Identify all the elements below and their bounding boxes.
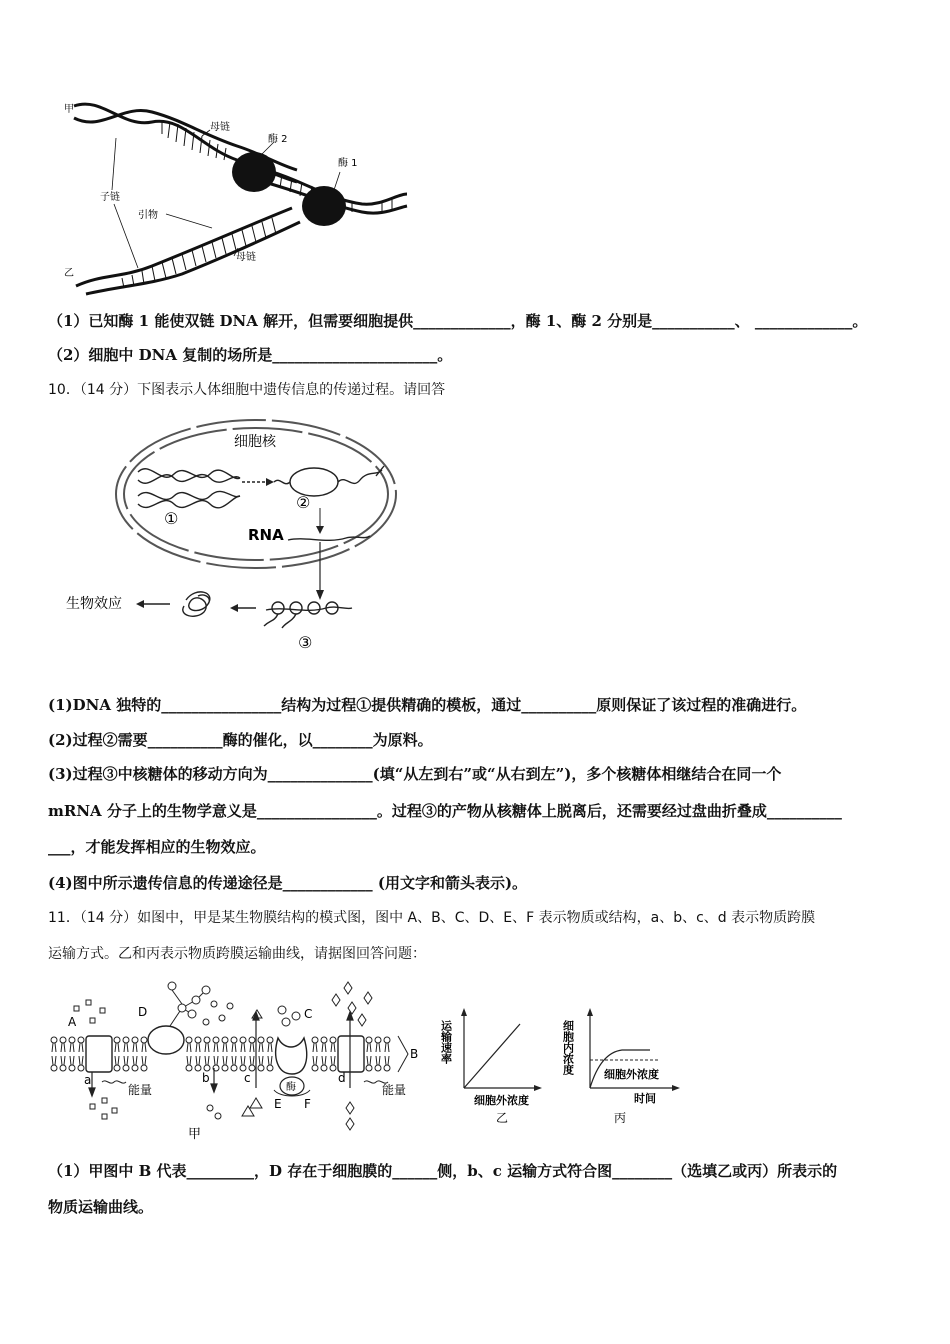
graph-yi-line [464, 1024, 520, 1088]
lipid-head [195, 1065, 201, 1071]
lipid-head [123, 1065, 129, 1071]
q10-stem [48, 378, 445, 401]
label-a: a [84, 1073, 92, 1087]
lipid-head [141, 1065, 147, 1071]
glycoprotein-d [148, 1026, 184, 1054]
q10-part3-line2: mRNA 分子上的生物学意义是________________。过程③的产物从核糖体上脱离后，还需要经过盘曲折叠成__________ [48, 802, 842, 820]
label-enzyme: 酶 [286, 1082, 296, 1093]
label-mother-chain-bottom: 母链 [236, 252, 256, 263]
lipid-tail [241, 1056, 245, 1065]
lipid-tail [205, 1056, 209, 1065]
lipid-tail [196, 1043, 200, 1052]
lipid-head [132, 1065, 138, 1071]
lipid-head [249, 1037, 255, 1043]
graph-yi-caption: 乙 [496, 1111, 509, 1125]
label-jia: 甲 [64, 104, 74, 115]
lipid-tail [223, 1056, 227, 1065]
label-b: b [202, 1071, 210, 1085]
lipid-head [384, 1037, 390, 1043]
label-primer: 引物 [138, 210, 158, 221]
label-daughter-chain: 子链 [100, 192, 120, 203]
lipid-tail [313, 1043, 317, 1052]
lipid-head [267, 1037, 273, 1043]
q11-stem-line2-text: 运输方式。乙和丙表示物质跨膜运输曲线，请据图回答问题： [48, 946, 426, 962]
lipid-head [204, 1037, 210, 1043]
lipid-tail [268, 1043, 272, 1052]
carrier-protein-d [338, 1036, 364, 1072]
graph-bing-dashed-label: 细胞外浓度 [604, 1068, 659, 1081]
q11-stem-line2 [48, 942, 426, 965]
caption-jia: 甲 [188, 1127, 202, 1142]
lipid-tail [115, 1056, 119, 1065]
lipid-tail [250, 1056, 254, 1065]
lipid-tail [214, 1056, 218, 1065]
lipid-tail [259, 1043, 263, 1052]
lipid-head [114, 1065, 120, 1071]
channel-protein-a [86, 1036, 112, 1072]
lipid-head [330, 1065, 336, 1071]
lipid-tail [241, 1043, 245, 1052]
lipid-tail [232, 1043, 236, 1052]
lipid-head [60, 1037, 66, 1043]
lipid-head [78, 1065, 84, 1071]
lipid-head [213, 1037, 219, 1043]
lipid-head [222, 1065, 228, 1071]
lipid-tail [385, 1043, 389, 1052]
lipid-tail [124, 1056, 128, 1065]
label-F: F [304, 1097, 311, 1111]
lipid-tail [376, 1056, 380, 1065]
lipid-head [384, 1065, 390, 1071]
lipid-tail [70, 1043, 74, 1052]
lipid-head [60, 1065, 66, 1071]
lipid-tail [322, 1043, 326, 1052]
lipid-tail [367, 1043, 371, 1052]
lipid-tail [187, 1056, 191, 1065]
lipid-head [321, 1037, 327, 1043]
dna-helix-step1 [138, 469, 240, 508]
lipid-tail [196, 1056, 200, 1065]
graph-bing [561, 1008, 706, 1128]
q11-part1-line1: （1）甲图中 B 代表_________，D 存在于细胞膜的______侧，b、c 运输方式符合图________（选填乙或丙）所表示的 [48, 1162, 838, 1180]
lipid-head [51, 1065, 57, 1071]
gene-expression-figure [66, 416, 406, 656]
lipid-head [186, 1065, 192, 1071]
lipid-tail [79, 1043, 83, 1052]
lipid-head [69, 1065, 75, 1071]
lipid-tail [52, 1043, 56, 1052]
step1-label: ① [164, 509, 179, 528]
label-enzyme2: 酶 2 [268, 134, 288, 145]
lipid-head [132, 1037, 138, 1043]
lipid-tail [385, 1056, 389, 1065]
dna-replication-figure [62, 98, 412, 293]
lipid-head [258, 1065, 264, 1071]
lipid-head [141, 1037, 147, 1043]
lipid-head [240, 1037, 246, 1043]
step3-label: ③ [298, 633, 313, 652]
lipid-head [123, 1037, 129, 1043]
lipid-head [78, 1037, 84, 1043]
lipid-tail [133, 1043, 137, 1052]
lipid-head [312, 1065, 318, 1071]
lipid-head [267, 1065, 273, 1071]
polysome [264, 602, 352, 628]
nucleus-label: 细胞核 [234, 434, 276, 450]
label-C: C [304, 1007, 313, 1021]
lipid-tail [232, 1056, 236, 1065]
enzyme2-blob [232, 152, 276, 192]
lipid-tail [142, 1056, 146, 1065]
lipid-head [195, 1037, 201, 1043]
lipid-head [321, 1065, 327, 1071]
label-energy2: 能量 [382, 1083, 407, 1097]
label-energy1: 能量 [128, 1083, 153, 1097]
lipid-tail [61, 1056, 65, 1065]
lipid-tail [376, 1043, 380, 1052]
label-B: B [410, 1047, 419, 1061]
q10-part4: (4)图中所示遗传信息的传递途径是____________ (用文字和箭头表示)。 [48, 874, 528, 892]
enzyme1-blob [302, 186, 346, 226]
lipid-tail [61, 1043, 65, 1052]
graph-bing-xlabel: 时间 [634, 1092, 656, 1105]
lipid-tail [223, 1043, 227, 1052]
q11-part1-line2: 物质运输曲线。 [48, 1198, 154, 1216]
lipid-head [375, 1065, 381, 1071]
lipid-head [69, 1037, 75, 1043]
lipid-head [231, 1037, 237, 1043]
lipid-tail [367, 1056, 371, 1065]
lipid-head [222, 1037, 228, 1043]
label-A: A [68, 1015, 77, 1029]
label-D: D [138, 1005, 148, 1019]
lipid-tail [79, 1056, 83, 1065]
lipid-head [186, 1037, 192, 1043]
lipid-tail [205, 1043, 209, 1052]
q9-part1: （1）已知酶 1 能使双链 DNA 解开，但需要细胞提供_____________，酶 1、酶 2 分别是___________、 _____________。 [48, 312, 868, 330]
lipid-tail [70, 1056, 74, 1065]
q9-part2: （2）细胞中 DNA 复制的场所是______________________。 [48, 346, 453, 364]
graph-bing-ylabel: 细胞内浓度 [561, 1020, 575, 1075]
graph-yi-ylabel: 运输速率 [439, 1020, 453, 1064]
q10-part3-line1: (3)过程③中核糖体的移动方向为______________(填“从左到右”或“从右到左”)，多个核糖体相继结合在同一个 [48, 765, 782, 783]
lipid-tail [268, 1056, 272, 1065]
lipid-head [231, 1065, 237, 1071]
lipid-head [51, 1037, 57, 1043]
folded-protein [183, 592, 210, 616]
graph-yi-xlabel: 细胞外浓度 [474, 1094, 529, 1107]
lipid-head [258, 1037, 264, 1043]
q10-part1: (1)DNA 独特的________________结构为过程①提供精确的模板，通过__________原则保证了该过程的准确进行。 [48, 696, 807, 714]
effect-label: 生物效应 [66, 596, 122, 612]
q11-stem-line1-text: 11．（14 分）如图中，甲是某生物膜结构的模式图，图中 A、B、C、D、E、F 表示物质或结构，a、b、c、d 表示物质跨膜 [48, 910, 816, 926]
lipid-head [375, 1037, 381, 1043]
transcription-bubble [274, 466, 384, 496]
q10-part3-line3: ___，才能发挥相应的生物效应。 [48, 838, 266, 856]
rna-label: RNA [248, 526, 284, 544]
label-yi: 乙 [64, 268, 74, 279]
lipid-head [366, 1037, 372, 1043]
lipid-tail [331, 1056, 335, 1065]
lipid-tail [115, 1043, 119, 1052]
lipid-tail [322, 1056, 326, 1065]
lipid-tail [187, 1043, 191, 1052]
step2-label: ② [296, 493, 311, 512]
label-c: c [244, 1071, 251, 1085]
label-E: E [274, 1097, 282, 1111]
lipid-tail [331, 1043, 335, 1052]
q10-stem-text: 10．（14 分）下图表示人体细胞中遗传信息的传递过程。请回答 [48, 382, 446, 398]
carrier-protein-enzyme [276, 1038, 307, 1074]
q11-stem-line1 [48, 906, 815, 929]
label-enzyme1: 酶 1 [338, 158, 358, 169]
label-d: d [338, 1071, 346, 1085]
membrane-figure [46, 978, 426, 1144]
lipid-head [366, 1065, 372, 1071]
lipid-tail [52, 1056, 56, 1065]
lipid-head [330, 1037, 336, 1043]
lipid-head [114, 1037, 120, 1043]
particles-outside [74, 982, 372, 1026]
lipid-head [312, 1037, 318, 1043]
label-mother-chain-top: 母链 [210, 122, 230, 133]
graph-bing-caption: 丙 [614, 1111, 627, 1125]
lipid-tail [133, 1056, 137, 1065]
lipid-tail [313, 1056, 317, 1065]
lipid-tail [259, 1056, 263, 1065]
lipid-tail [124, 1043, 128, 1052]
lipid-tail [142, 1043, 146, 1052]
q10-part2: (2)过程②需要__________酶的催化，以________为原料。 [48, 731, 433, 749]
graph-yi [439, 1008, 554, 1128]
lipid-tail [214, 1043, 218, 1052]
lipid-tail [250, 1043, 254, 1052]
